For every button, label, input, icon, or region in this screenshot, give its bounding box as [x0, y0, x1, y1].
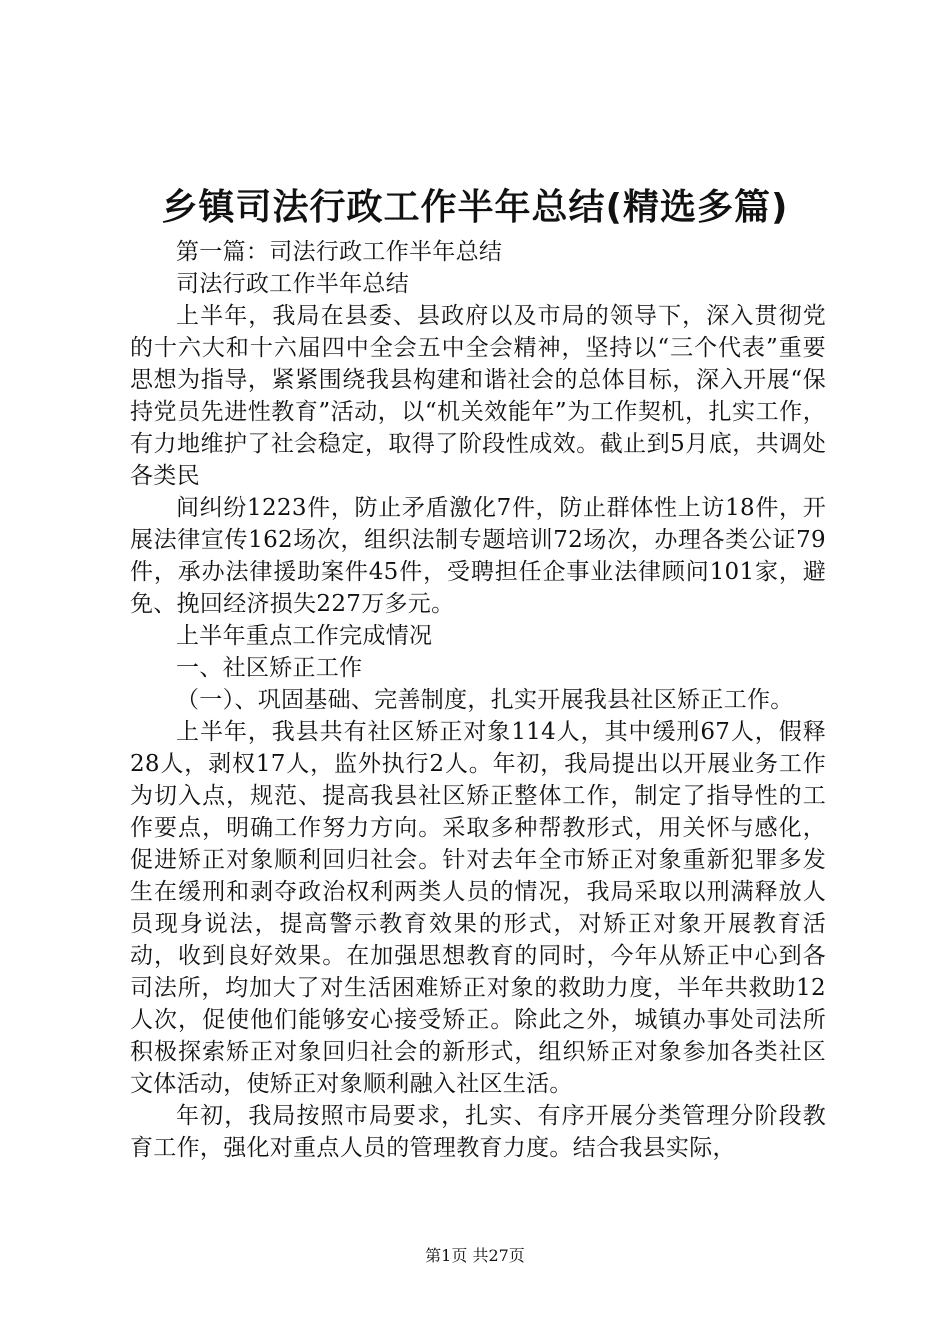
- page-number-footer: 第1页 共27页: [425, 1246, 525, 1265]
- document-title: 乡镇司法行政工作半年总结(精选多篇): [161, 187, 789, 228]
- paragraph-section-heading: 第一篇：司法行政工作半年总结: [176, 239, 503, 265]
- paragraph-classification-management: 年初，我局按照市局要求，扎实、有序开展分类管理分阶段教育工作，强化对重点人员的管理教育力度。结合我县实际，: [130, 1103, 826, 1161]
- paragraph-statistics: 间纠纷1223件，防止矛盾激化7件，防止群体性上访18件，开展法律宣传162场次，组织法制专题培训72场次，办理各类公证79件，承办法律援助案件45件，受聘担任企事业法律顾问101家，避免、挽回经济损失227万多元。: [130, 495, 826, 617]
- paragraph-heading-community-correction: 一、社区矫正工作: [176, 655, 363, 681]
- paragraph-community-correction-details: 上半年，我县共有社区矫正对象114人，其中缓刑67人，假释28人，剥权17人，监外执行2人。年初，我局提出以开展业务工作为切入点，规范、提高我县社区矫正整体工作，制定了指导性的工作要点，明确工作努力方向。采取多种帮教形式，用关怀与感化，促进矫正对象顺利回归社会。针对去年全市矫正对象重新犯罪多发生在缓刑和剥夺政治权利两类人员的情况，我局采取以刑满释放人员现身说法，提高警示教育效果的形式，对矫正对象开展教育活动，收到良好效果。在加强思想教育的同时，今年从矫正中心到各司法所，均加大了对生活困难矫正对象的救助力度，半年共救助12人次，促使他们能够安心接受矫正。除此之外，城镇办事处司法所积极探索矫正对象回归社会的新形式，组织矫正对象参加各类社区文体活动，使矫正对象顺利融入社区生活。: [130, 719, 826, 1097]
- paragraph-subtitle: 司法行政工作半年总结: [176, 271, 409, 297]
- paragraph-heading-subsection-1: （一）、巩固基础、完善制度，扎实开展我县社区矫正工作。: [176, 687, 794, 713]
- document-body: [130, 236, 826, 1164]
- paragraph-intro: 上半年，我局在县委、县政府以及市局的领导下，深入贯彻党的十六大和十六届四中全会五中全会精神，坚持以“三个代表”重要思想为指导，紧紧围绕我县构建和谐社会的总体目标，深入开展“保持党员先进性教育”活动，以“机关效能年”为工作契机，扎实工作，有力地维护了社会稳定，取得了阶段性成效。截止到5月底，共调处各类民: [130, 303, 826, 489]
- paragraph-heading-key-work: 上半年重点工作完成情况: [176, 623, 433, 649]
